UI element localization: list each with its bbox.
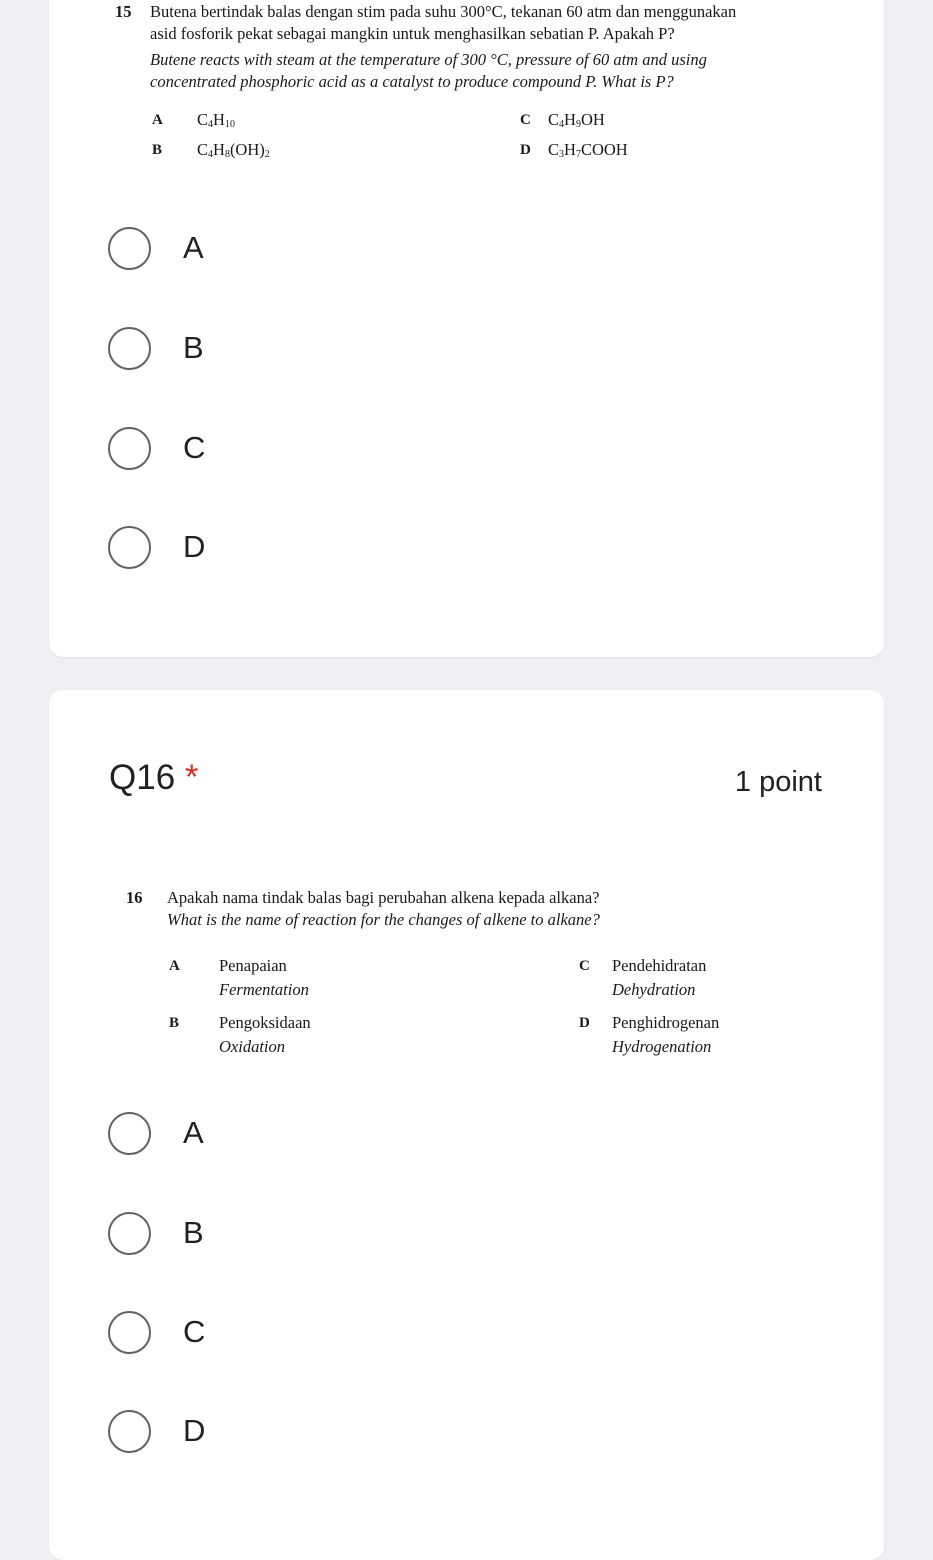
option-english-c: Dehydration [612, 980, 696, 999]
question-text-malay-line-1: Butena bertindak balas dengan stim pada suhu 300°C, tekanan 60 atm dan menggunakan [150, 2, 737, 21]
choice-label: C [183, 1314, 206, 1349]
option-letter-a: A [169, 958, 180, 974]
points-label: 1 point [734, 766, 822, 798]
question-text-english: What is the name of reaction for the changes of alkene to alkane? [167, 910, 600, 929]
choice-d[interactable] [108, 519, 205, 575]
required-asterisk: * [184, 758, 199, 797]
radio-button-icon[interactable] [108, 327, 151, 370]
option-letter-b: B [169, 1015, 180, 1031]
question-15-card [49, 0, 884, 657]
question-title: Q16 * [109, 758, 199, 797]
choice-label: B [183, 1215, 204, 1250]
choice-c[interactable] [108, 1304, 205, 1360]
option-malay-d: Penghidrogenan [612, 1013, 720, 1032]
option-formula-d: $C_3H_7COOH$ [548, 140, 628, 160]
choice-label: D [183, 529, 206, 564]
question-text-english-line-1: Butene reacts with steam at the temperature of 300 °C, pressure of 60 atm and using [150, 50, 707, 69]
option-letter-c: C [579, 958, 590, 974]
question-text-malay: Apakah nama tindak balas bagi perubahan alkena kepada alkana? [167, 888, 600, 907]
option-malay-c: Pendehidratan [612, 956, 707, 975]
choice-c[interactable] [108, 420, 205, 476]
question-text-malay-line-2: asid fosforik pekat sebagai mangkin untuk menghasilkan sebatian P. Apakah P? [150, 24, 675, 43]
option-formula-b: $C_4H_8(OH)_2$ [197, 140, 270, 160]
choice-b[interactable] [108, 1205, 204, 1261]
choice-a[interactable] [108, 220, 204, 276]
choice-label: A [183, 230, 204, 265]
choice-label: A [183, 1115, 204, 1150]
radio-button-icon[interactable] [108, 526, 151, 569]
radio-button-icon[interactable] [108, 1112, 151, 1155]
option-letter-d: D [579, 1015, 590, 1031]
choice-a[interactable] [108, 1105, 204, 1161]
choice-label: B [183, 330, 204, 365]
radio-button-icon[interactable] [108, 1311, 151, 1354]
question-number: 15 [115, 2, 132, 21]
choice-b[interactable] [108, 320, 204, 376]
option-letter-d: D [520, 142, 531, 158]
question-number: 16 [126, 888, 143, 907]
radio-button-icon[interactable] [108, 1212, 151, 1255]
option-letter-c: C [520, 112, 531, 128]
question-16-card [49, 690, 884, 1560]
option-malay-b: Pengoksidaan [219, 1013, 311, 1032]
option-letter-b: B [152, 142, 163, 158]
question-text-english-line-2: concentrated phosphoric acid as a catalyst to produce compound P. What is P? [150, 72, 674, 91]
option-letter-a: A [152, 112, 163, 128]
choice-label: D [183, 1413, 206, 1448]
radio-button-icon[interactable] [108, 1410, 151, 1453]
option-formula-a: $C_4H_{10}$ [197, 110, 235, 130]
radio-button-icon[interactable] [108, 427, 151, 470]
option-english-b: Oxidation [219, 1037, 285, 1056]
choice-d[interactable] [108, 1403, 205, 1459]
option-english-d: Hydrogenation [612, 1037, 712, 1056]
choice-label: C [183, 430, 206, 465]
option-formula-c: $C_4H_9OH$ [548, 110, 605, 130]
option-english-a: Fermentation [219, 980, 309, 999]
radio-button-icon[interactable] [108, 227, 151, 270]
option-malay-a: Penapaian [219, 956, 287, 975]
